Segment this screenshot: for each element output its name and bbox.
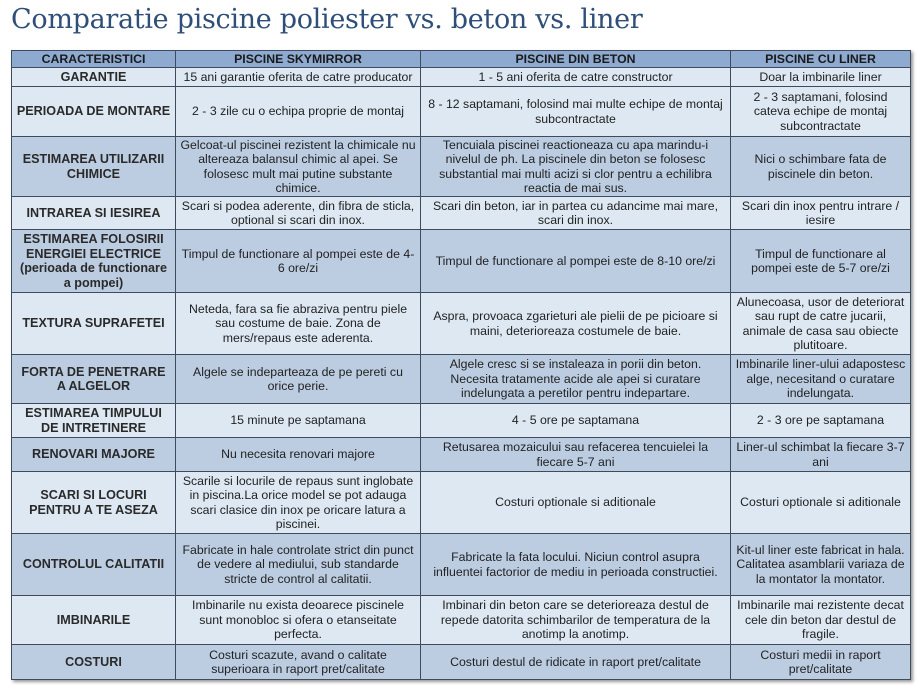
beton-cell: Fabricate la fata locului. Niciun control asupra influentei factorior de mediu in perioada constructiei.	[421, 534, 731, 596]
feature-cell: IMBINARILE	[12, 596, 176, 645]
table-row	[12, 645, 911, 680]
table-row	[12, 472, 911, 534]
header-row	[12, 51, 911, 68]
table-row	[12, 534, 911, 596]
page-title: Comparatie piscine poliester vs. beton vs. liner	[11, 4, 643, 35]
liner-cell: Timpul de functionare al pompei este de 5-7 ore/zi	[731, 230, 911, 293]
skymirror-cell: 15 ani garantie oferita de catre producator	[176, 68, 421, 87]
skymirror-cell: Scari si podea aderente, din fibra de sticla, optional si scari din inox.	[176, 197, 421, 230]
feature-cell: PERIOADA DE MONTARE	[12, 87, 176, 137]
feature-cell: COSTURI	[12, 645, 176, 680]
liner-cell: Scari din inox pentru intrare / iesire	[731, 197, 911, 230]
liner-cell: Kit-ul liner este fabricat in hala. Calitatea asamblarii variaza de la montator la montator.	[731, 534, 911, 596]
feature-cell: FORTA DE PENETRARE A ALGELOR	[12, 355, 176, 404]
skymirror-cell: Nu necesita renovari majore	[176, 438, 421, 472]
liner-cell: Alunecoasa, usor de deteriorat sau rupt de catre jucarii, animale de casa sau obiecte plutitoare.	[731, 293, 911, 355]
skymirror-cell: Algele se indeparteaza de pe pereti cu orice perie.	[176, 355, 421, 404]
skymirror-cell: Costuri scazute, avand o calitate superioara in raport pret/calitate	[176, 645, 421, 680]
feature-cell: RENOVARI MAJORE	[12, 438, 176, 472]
beton-cell: Timpul de functionare al pompei este de 8-10 ore/zi	[421, 230, 731, 293]
table-row	[12, 230, 911, 293]
feature-cell: ESTIMAREA UTILIZARII CHIMICE	[12, 137, 176, 197]
liner-cell: Nici o schimbare fata de piscinele din beton.	[731, 137, 911, 197]
liner-cell: Imbinarile mai rezistente decat cele din beton dar destul de fragile.	[731, 596, 911, 645]
beton-cell: Costuri optionale si aditionale	[421, 472, 731, 534]
liner-cell: Costuri optionale si aditionale	[731, 472, 911, 534]
table-row	[12, 68, 911, 87]
skymirror-cell: 15 minute pe saptamana	[176, 404, 421, 438]
table-row	[12, 137, 911, 197]
skymirror-cell: Gelcoat-ul piscinei rezistent la chimicale nu altereaza balansul chimic al apei. Se folosesc mult mai putine substante chimice.	[176, 137, 421, 197]
feature-cell: CONTROLUL CALITATII	[12, 534, 176, 596]
skymirror-cell: 2 - 3 zile cu o echipa proprie de montaj	[176, 87, 421, 137]
beton-cell: 1 - 5 ani oferita de catre constructor	[421, 68, 731, 87]
liner-cell: 2 - 3 ore pe saptamana	[731, 404, 911, 438]
table-row	[12, 293, 911, 355]
beton-cell: Tencuiala piscinei reactioneaza cu apa marindu-i nivelul de ph. La piscinele din beton se folosesc substantial mai multi acizi si clor pentru a echilibra reactia de mai sus.	[421, 137, 731, 197]
table-row	[12, 596, 911, 645]
feature-cell: ESTIMAREA FOLOSIRII ENERGIEI ELECTRICE (perioada de functionare a pompei)	[12, 230, 176, 293]
table-row	[12, 438, 911, 472]
header-liner: PISCINE CU LINER	[731, 51, 911, 68]
beton-cell: Costuri destul de ridicate in raport pret/calitate	[421, 645, 731, 680]
feature-cell: SCARI SI LOCURI PENTRU A TE ASEZA	[12, 472, 176, 534]
header-skymirror: PISCINE SKYMIRROR	[176, 51, 421, 68]
skymirror-cell: Timpul de functionare al pompei este de 4-6 ore/zi	[176, 230, 421, 293]
beton-cell: Aspra, provoaca zgarieturi ale pielii de pe picioare si maini, deterioreaza costumele de baie.	[421, 293, 731, 355]
liner-cell: Costuri medii in raport pret/calitate	[731, 645, 911, 680]
feature-cell: TEXTURA SUPRAFETEI	[12, 293, 176, 355]
table-row	[12, 87, 911, 137]
comparison-table	[11, 50, 911, 680]
beton-cell: 4 - 5 ore pe saptamana	[421, 404, 731, 438]
header-caracteristici: CARACTERISTICI	[12, 51, 176, 68]
table-row	[12, 197, 911, 230]
header-beton: PISCINE DIN BETON	[421, 51, 731, 68]
feature-cell: INTRAREA SI IESIREA	[12, 197, 176, 230]
skymirror-cell: Imbinarile nu exista deoarece piscinele sunt monobloc si ofera o etanseitate perfecta.	[176, 596, 421, 645]
beton-cell: Imbinari din beton care se deterioreaza destul de repede datorita schimbarilor de temperatura de la anotimp la anotimp.	[421, 596, 731, 645]
liner-cell: Imbinarile liner-ului adapostesc alge, necesitand o curatare indelungata.	[731, 355, 911, 404]
skymirror-cell: Neteda, fara sa fie abraziva pentru piele sau costume de baie. Zona de mers/repaus este aderenta.	[176, 293, 421, 355]
beton-cell: Algele cresc si se instaleaza in porii din beton. Necesita tratamente acide ale apei si curatare indelungata a peretilor pentru indepartare.	[421, 355, 731, 404]
table-row	[12, 355, 911, 404]
liner-cell: Liner-ul schimbat la fiecare 3-7 ani	[731, 438, 911, 472]
feature-cell: GARANTIE	[12, 68, 176, 87]
liner-cell: Doar la imbinarile liner	[731, 68, 911, 87]
liner-cell: 2 - 3 saptamani, folosind cateva echipe de montaj subcontractate	[731, 87, 911, 137]
beton-cell: Retusarea mozaicului sau refacerea tencuielei la fiecare 5-7 ani	[421, 438, 731, 472]
table-row	[12, 404, 911, 438]
feature-cell: ESTIMAREA TIMPULUI DE INTRETINERE	[12, 404, 176, 438]
skymirror-cell: Fabricate in hale controlate strict din punct de vedere al mediului, sub standarde stricte de control al calitatii.	[176, 534, 421, 596]
skymirror-cell: Scarile si locurile de repaus sunt inglobate in piscina.La orice model se pot adauga scari clasice din inox pe oricare latura a piscinei.	[176, 472, 421, 534]
beton-cell: 8 - 12 saptamani, folosind mai multe echipe de montaj subcontractate	[421, 87, 731, 137]
beton-cell: Scari din beton, iar in partea cu adancime mai mare, scari din inox.	[421, 197, 731, 230]
